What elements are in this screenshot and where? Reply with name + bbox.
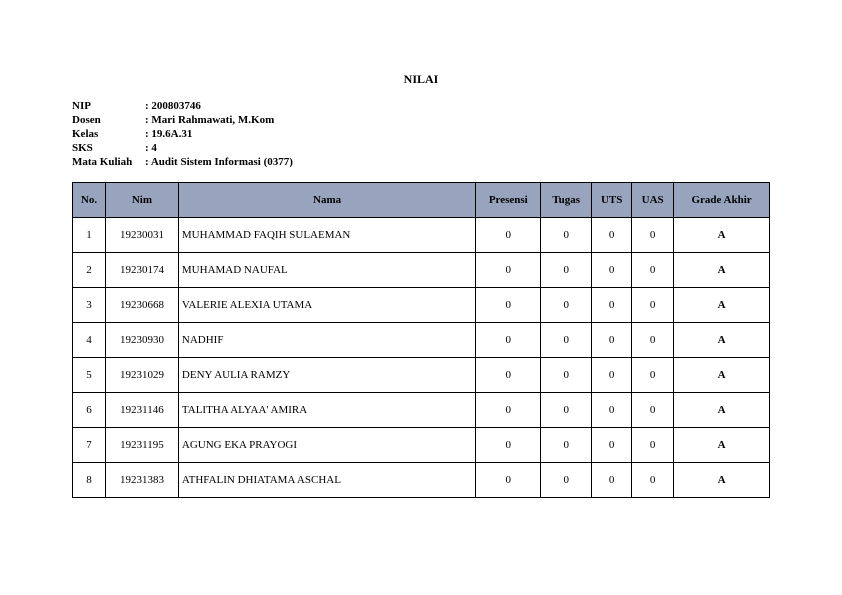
cell-tugas: 0 <box>541 393 592 428</box>
cell-uas: 0 <box>632 218 674 253</box>
info-value: : 4 <box>145 141 157 155</box>
cell-uts: 0 <box>592 358 632 393</box>
table-header-row <box>73 183 770 218</box>
cell-tugas: 0 <box>541 358 592 393</box>
cell-nama: ATHFALIN DHIATAMA ASCHAL <box>178 463 475 498</box>
info-value: : Mari Rahmawati, M.Kom <box>145 113 274 127</box>
cell-uts: 0 <box>592 393 632 428</box>
cell-no: 4 <box>73 323 106 358</box>
info-value: : 19.6A.31 <box>145 127 192 141</box>
cell-uas: 0 <box>632 428 674 463</box>
cell-presensi: 0 <box>476 463 541 498</box>
cell-no: 1 <box>73 218 106 253</box>
info-row-sks <box>72 141 293 155</box>
page-title: NILAI <box>403 72 439 86</box>
cell-presensi: 0 <box>476 323 541 358</box>
cell-nama: NADHIF <box>178 323 475 358</box>
cell-no: 7 <box>73 428 106 463</box>
table-row <box>73 358 770 393</box>
cell-presensi: 0 <box>476 288 541 323</box>
column-header-uts: UTS <box>592 183 632 218</box>
cell-presensi: 0 <box>476 358 541 393</box>
cell-nama: MUHAMMAD FAQIH SULAEMAN <box>178 218 475 253</box>
cell-uts: 0 <box>592 428 632 463</box>
info-value: : 200803746 <box>145 99 201 113</box>
cell-uas: 0 <box>632 288 674 323</box>
info-row-kelas <box>72 127 293 141</box>
table-row <box>73 323 770 358</box>
cell-tugas: 0 <box>541 428 592 463</box>
table-row <box>73 428 770 463</box>
cell-uas: 0 <box>632 253 674 288</box>
column-header-uas: UAS <box>632 183 674 218</box>
cell-nim: 19231029 <box>105 358 178 393</box>
cell-uas: 0 <box>632 358 674 393</box>
cell-uts: 0 <box>592 288 632 323</box>
info-row-nip <box>72 99 293 113</box>
cell-no: 5 <box>73 358 106 393</box>
cell-presensi: 0 <box>476 253 541 288</box>
cell-tugas: 0 <box>541 253 592 288</box>
cell-no: 8 <box>73 463 106 498</box>
column-header-nama: Nama <box>178 183 475 218</box>
column-header-tugas: Tugas <box>541 183 592 218</box>
cell-uts: 0 <box>592 463 632 498</box>
cell-grade-akhir: A <box>674 393 770 428</box>
cell-no: 2 <box>73 253 106 288</box>
info-value: : Audit Sistem Informasi (0377) <box>145 155 293 169</box>
cell-presensi: 0 <box>476 218 541 253</box>
cell-nama: VALERIE ALEXIA UTAMA <box>178 288 475 323</box>
column-header-no: No. <box>73 183 106 218</box>
info-label: Dosen <box>72 114 101 126</box>
cell-presensi: 0 <box>476 393 541 428</box>
grades-table <box>72 182 770 498</box>
info-label: Kelas <box>72 128 99 140</box>
cell-grade-akhir: A <box>674 288 770 323</box>
cell-nama: DENY AULIA RAMZY <box>178 358 475 393</box>
cell-grade-akhir: A <box>674 428 770 463</box>
cell-no: 6 <box>73 393 106 428</box>
cell-nim: 19231383 <box>105 463 178 498</box>
info-row-mata-kuliah <box>72 155 293 169</box>
cell-grade-akhir: A <box>674 358 770 393</box>
cell-uas: 0 <box>632 393 674 428</box>
cell-uas: 0 <box>632 323 674 358</box>
cell-tugas: 0 <box>541 323 592 358</box>
column-header-nim: Nim <box>105 183 178 218</box>
column-header-presensi: Presensi <box>476 183 541 218</box>
cell-nama: AGUNG EKA PRAYOGI <box>178 428 475 463</box>
info-label: SKS <box>72 142 93 154</box>
info-row-dosen <box>72 113 293 127</box>
cell-tugas: 0 <box>541 218 592 253</box>
cell-nama: MUHAMAD NAUFAL <box>178 253 475 288</box>
column-header-grade-akhir: Grade Akhir <box>674 183 770 218</box>
cell-nim: 19230668 <box>105 288 178 323</box>
info-label: Mata Kuliah <box>72 156 133 168</box>
cell-grade-akhir: A <box>674 463 770 498</box>
table-row <box>73 393 770 428</box>
table-row <box>73 253 770 288</box>
cell-tugas: 0 <box>541 288 592 323</box>
cell-nim: 19231195 <box>105 428 178 463</box>
cell-grade-akhir: A <box>674 323 770 358</box>
cell-nim: 19230930 <box>105 323 178 358</box>
course-info <box>72 99 293 169</box>
table-row <box>73 288 770 323</box>
info-label: NIP <box>72 100 91 112</box>
cell-uts: 0 <box>592 323 632 358</box>
cell-nim: 19230031 <box>105 218 178 253</box>
cell-tugas: 0 <box>541 463 592 498</box>
cell-nim: 19230174 <box>105 253 178 288</box>
cell-grade-akhir: A <box>674 218 770 253</box>
cell-uts: 0 <box>592 218 632 253</box>
cell-uas: 0 <box>632 463 674 498</box>
cell-grade-akhir: A <box>674 253 770 288</box>
table-row <box>73 218 770 253</box>
cell-nama: TALITHA ALYAA' AMIRA <box>178 393 475 428</box>
cell-uts: 0 <box>592 253 632 288</box>
table-row <box>73 463 770 498</box>
cell-no: 3 <box>73 288 106 323</box>
cell-presensi: 0 <box>476 428 541 463</box>
cell-nim: 19231146 <box>105 393 178 428</box>
